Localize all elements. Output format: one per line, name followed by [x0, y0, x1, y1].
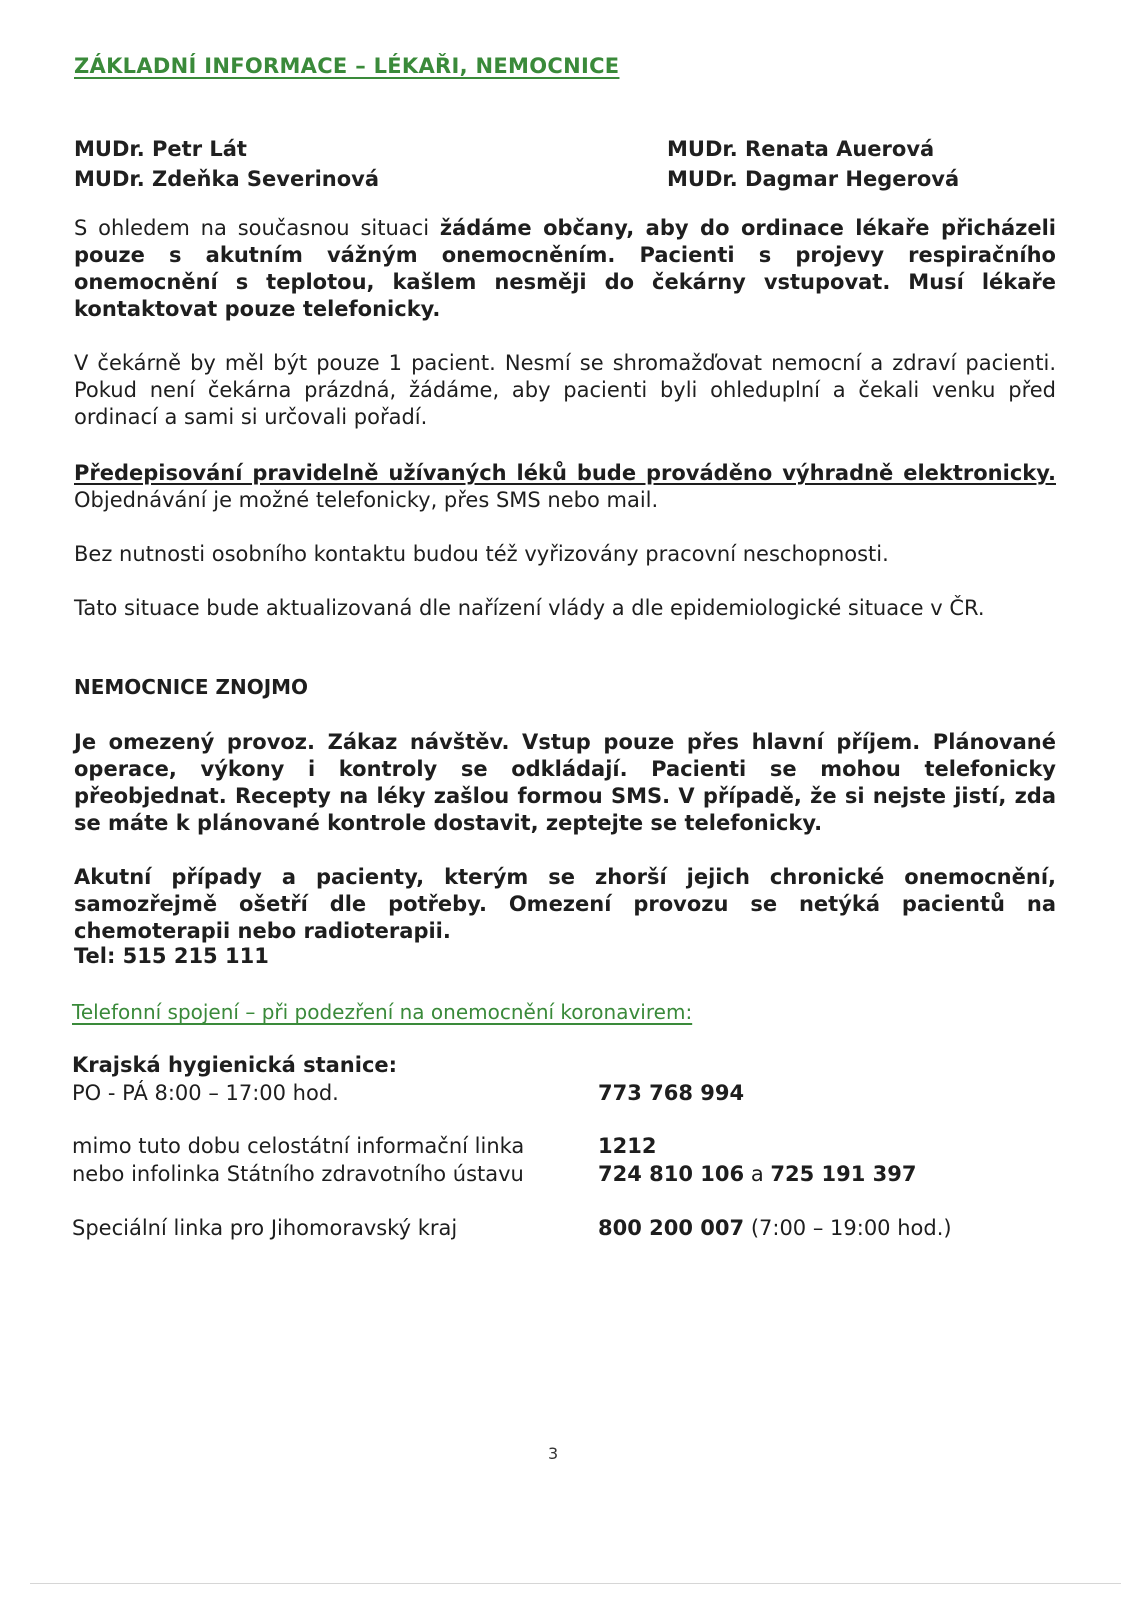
- khs-block: [72, 1051, 397, 1107]
- doctors-left: [74, 134, 379, 194]
- page-bottom-divider: [30, 1583, 1121, 1584]
- doctor-name: MUDr. Petr Lát: [74, 137, 247, 161]
- khs-hours: PO - PÁ 8:00 – 17:00 hod.: [72, 1081, 339, 1105]
- special-number: 800 200 007: [598, 1216, 745, 1240]
- paragraph-prescriptions: [74, 460, 1056, 514]
- szu-and: a: [744, 1162, 771, 1186]
- prescriptions-rest: Objednávání je možné telefonicky, přes SMS nebo mail.: [74, 488, 659, 512]
- national-number: 1212: [598, 1134, 657, 1158]
- doctor-name: MUDr. Dagmar Hegerová: [667, 167, 960, 191]
- phone-contacts-heading: Telefonní spojení – při podezření na onemocnění koronavirem:: [72, 1000, 693, 1024]
- paragraph-bold: žádáme občany, aby do ordinace lékaře přicházeli pouze s akutním vážným onemocněním. Pacienti s projevy respiračního onemocnění s teplotou, kašlem nesměji do čekárny vstupovat. Musí lékaře kontaktovat pouze telefonicky.: [74, 216, 1056, 321]
- szu-number-1: 724 810 106: [598, 1162, 745, 1186]
- paragraph-situation: [74, 215, 1056, 323]
- szu-number-2: 725 191 397: [770, 1162, 917, 1186]
- special-hours: (7:00 – 19:00 hod.): [744, 1216, 952, 1240]
- prescriptions-underlined: Předepisování pravidelně užívaných léků bude prováděno výhradně elektronicky.: [74, 461, 1056, 485]
- paragraph-update: Tato situace bude aktualizovaná dle nařízení vlády a dle epidemiologické situace v ČR.: [74, 596, 985, 620]
- paragraph-sick-leave: Bez nutnosti osobního kontaktu budou též vyřizovány pracovní neschopnosti.: [74, 542, 889, 566]
- hospital-paragraph-1: Je omezený provoz. Zákaz návštěv. Vstup pouze přes hlavní příjem. Plánované operace, výkony i kontroly se odkládají. Pacienti se mohou telefonicky přeobjednat. Recepty na léky zašlou formou SMS. V případě, že si nejste jistí, zda se máte k plánované kontrole dostavit, zeptejte se telefonicky.: [74, 730, 1056, 835]
- khs-number-row: [598, 1079, 744, 1107]
- hospital-telephone: Tel: 515 215 111: [74, 944, 269, 968]
- paragraph-waiting-room: V čekárně by měl být pouze 1 pacient. Nesmí se shromažďovat nemocní a zdraví pacienti. Pokud není čekárna prázdná, žádáme, aby pacienti byli ohleduplní a čekali venku před ordinací a sami si určovali pořadí.: [74, 351, 1056, 429]
- hospital-heading: NEMOCNICE ZNOJMO: [74, 675, 309, 699]
- hospital-paragraph-2: Akutní případy a pacienty, kterým se zhorší jejich chronické onemocnění, samozřejmě ošetří dle potřeby. Omezení provozu se netýká pacientů na chemoterapii nebo radioterapii.: [74, 865, 1056, 943]
- khs-label: Krajská hygienická stanice:: [72, 1053, 398, 1077]
- national-numbers: [598, 1132, 917, 1188]
- doctor-name: MUDr. Zdeňka Severinová: [74, 167, 380, 191]
- page-title: ZÁKLADNÍ INFORMACE – LÉKAŘI, NEMOCNICE: [74, 54, 620, 78]
- doctor-name: MUDr. Renata Auerová: [667, 137, 935, 161]
- national-line-label: mimo tuto dobu celostátní informační linka: [72, 1134, 525, 1158]
- doctors-right: [667, 134, 959, 194]
- national-lines: [72, 1132, 524, 1188]
- szu-line-label: nebo infolinka Státního zdravotního ústavu: [72, 1162, 524, 1186]
- special-line-row: [598, 1214, 952, 1242]
- page-number: 3: [548, 1444, 559, 1463]
- khs-number: 773 768 994: [598, 1081, 745, 1105]
- paragraph-intro: S ohledem na současnou situaci: [74, 216, 440, 240]
- special-line-label: Speciální linka pro Jihomoravský kraj: [72, 1216, 458, 1240]
